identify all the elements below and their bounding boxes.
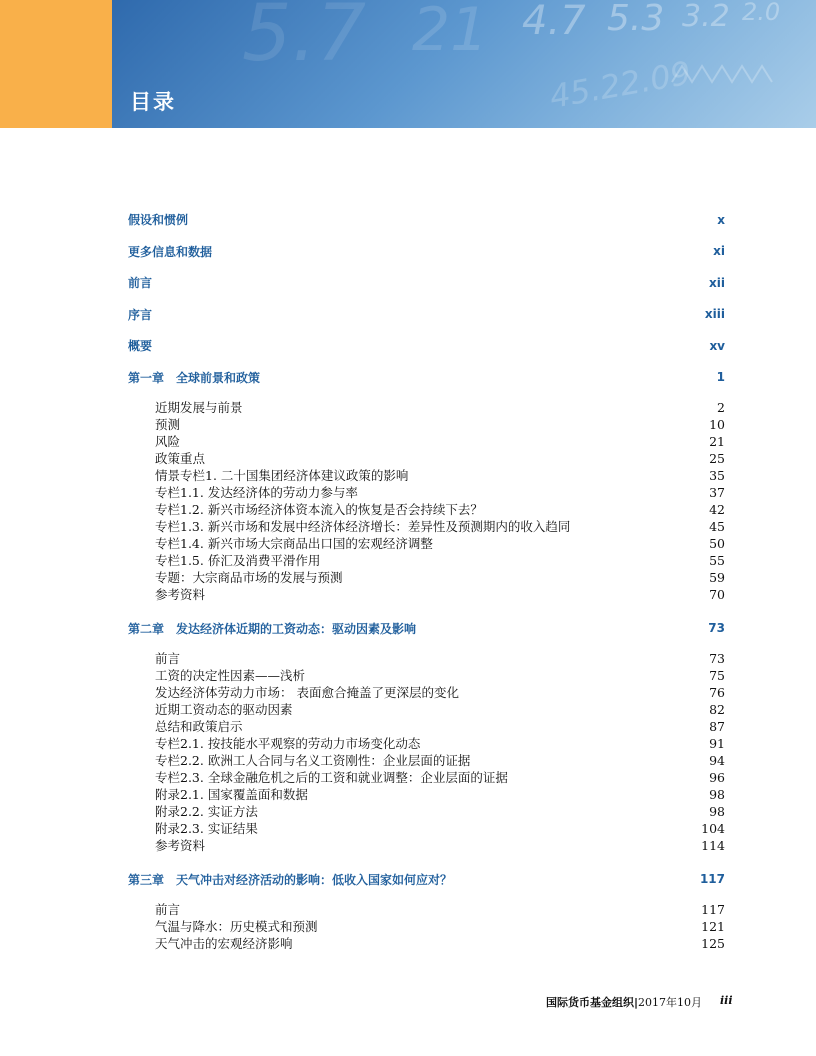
toc-section-entry[interactable]: [155, 467, 725, 484]
footer-separator: |: [633, 996, 638, 1009]
toc-entry-page: 59: [709, 569, 725, 585]
toc-entry-title: 假设和惯例: [128, 213, 189, 227]
toc-entry-page: 73: [709, 650, 725, 666]
toc-entry-title: 专栏2.1. 按技能水平观察的劳动力市场变化动态: [155, 736, 421, 751]
toc-chapter-entry[interactable]: [128, 369, 725, 386]
toc-entry-title: 气温与降水：历史模式和预测: [155, 919, 318, 934]
toc-entry-title: 预测: [155, 417, 181, 432]
toc-entry-title: 专栏1.4. 新兴市场大宗商品出口国的宏观经济调整: [155, 536, 433, 551]
toc-section-entry[interactable]: [155, 450, 725, 467]
toc-section-entry[interactable]: [155, 552, 725, 569]
banner-digits-graphic: [112, 0, 816, 128]
toc-section-entry[interactable]: [155, 501, 725, 518]
toc-entry-title: 政策重点: [155, 451, 206, 466]
toc-entry-page: x: [717, 212, 725, 227]
toc-entry-title: 更多信息和数据: [128, 244, 213, 259]
toc-entry-title: 专栏1.3. 新兴市场和发展中经济体经济增长：差异性及预测期内的收入趋同: [155, 519, 571, 534]
toc-entry-title: 前言: [155, 651, 181, 666]
toc-entry-page: 82: [709, 701, 725, 717]
toc-entry-page: 125: [701, 935, 725, 951]
toc-section-entry[interactable]: [155, 803, 725, 820]
toc-entry-page: 21: [709, 433, 725, 449]
toc-entry-page: 35: [709, 467, 725, 483]
toc-entry-page: 104: [701, 820, 725, 836]
toc-entry-title: 情景专栏1. 二十国集团经济体建议政策的影响: [155, 468, 409, 483]
toc-entry-title: 前言: [128, 276, 153, 290]
toc-entry-title: 参考资料: [155, 587, 206, 602]
page-footer: [0, 994, 816, 1010]
toc-section-entry[interactable]: [155, 735, 725, 752]
toc-section-entry[interactable]: [155, 701, 725, 718]
toc-entry-title: 序言: [128, 307, 153, 322]
toc-entry-page: 117: [701, 901, 725, 917]
toc-entry-page: 98: [709, 803, 725, 819]
toc-section-entry[interactable]: [155, 433, 725, 450]
toc-entry-title: 专栏1.5. 侨汇及消费平滑作用: [155, 553, 321, 568]
toc-chapter-entry[interactable]: [128, 274, 725, 291]
toc-entry-title: 总结和政策启示: [155, 719, 243, 734]
toc-entry-title: 发达经济体劳动力市场： 表面愈合掩盖了更深层的变化: [155, 685, 459, 700]
toc-section-entry[interactable]: [155, 684, 725, 701]
toc-entry-title: 第三章 天气冲击对经济活动的影响：低收入国家如何应对？: [128, 872, 453, 887]
toc-entry-page: 75: [709, 667, 725, 683]
toc-entry-title: 附录2.2. 实证方法: [155, 804, 258, 819]
toc-chapter-entry[interactable]: [128, 243, 725, 260]
toc-entry-title: 参考资料: [155, 838, 206, 853]
toc-section-entry[interactable]: [155, 399, 725, 416]
footer-organization: 国际货币基金组织: [545, 996, 634, 1009]
toc-entry-page: 96: [709, 769, 725, 785]
toc-entry-page: xi: [713, 244, 725, 258]
toc-section-entry[interactable]: [155, 918, 725, 935]
toc-entry-title: 工资的决定性因素——浅析: [155, 668, 306, 683]
banner-digit: 2.0: [742, 0, 781, 26]
toc-entry-page: 87: [709, 718, 725, 734]
orange-corner-block: [0, 0, 112, 128]
toc-chapter-entry[interactable]: [128, 620, 725, 637]
toc-entry-page: 121: [701, 918, 725, 934]
toc-section-entry[interactable]: [155, 820, 725, 837]
toc-entry-page: 2: [717, 399, 725, 415]
toc-entry-page: xiii: [704, 307, 725, 321]
toc-section-entry[interactable]: [155, 586, 725, 603]
toc-entry-page: xii: [709, 275, 725, 290]
toc-entry-title: 专栏1.1. 发达经济体的劳动力参与率: [155, 485, 358, 500]
toc-chapter-entry[interactable]: [128, 871, 725, 888]
toc-entry-page: 114: [701, 837, 725, 853]
toc-entry-title: 近期工资动态的驱动因素: [155, 702, 293, 717]
toc-entry-page: xv: [709, 338, 725, 353]
toc-entry-title: 第一章 全球前景和政策: [128, 370, 261, 385]
toc-entry-title: 第二章 发达经济体近期的工资动态：驱动因素及影响: [128, 621, 417, 636]
toc-section-entry[interactable]: [155, 718, 725, 735]
toc-section-entry[interactable]: [155, 416, 725, 433]
footer-page-number: iii: [720, 994, 733, 1007]
banner-digit: 3.2: [682, 0, 730, 34]
toc-entry-page: 10: [709, 416, 725, 432]
toc-entry-title: 附录2.3. 实证结果: [155, 821, 258, 836]
toc-entry-title: 专题：大宗商品市场的发展与预测: [155, 570, 343, 585]
toc-section-entry[interactable]: [155, 650, 725, 667]
toc-entry-title: 专栏2.3. 全球金融危机之后的工资和就业调整：企业层面的证据: [155, 770, 508, 785]
toc-entry-page: 94: [709, 752, 725, 768]
footer-date: 2017年10月: [638, 996, 702, 1009]
footer-publisher: [546, 994, 702, 1010]
toc-section-entry[interactable]: [155, 752, 725, 769]
toc-entry-page: 42: [709, 501, 725, 517]
toc-section-entry[interactable]: [155, 569, 725, 586]
toc-entry-title: 专栏1.2. 新兴市场经济体资本流入的恢复是否会持续下去？: [155, 502, 483, 517]
toc-entry-title: 近期发展与前景: [155, 400, 243, 415]
toc-entry-page: 98: [709, 786, 725, 802]
toc-section-entry[interactable]: [155, 901, 725, 918]
toc-entry-page: 70: [709, 586, 725, 602]
toc-entry-title: 附录2.1. 国家覆盖面和数据: [155, 787, 308, 802]
toc-section-entry[interactable]: [155, 518, 725, 535]
toc-entry-title: 前言: [155, 902, 181, 917]
toc-section-entry[interactable]: [155, 935, 725, 952]
toc-section-entry[interactable]: [155, 837, 725, 854]
banner-digit: 45.22.09: [546, 53, 694, 116]
toc-entry-page: 25: [709, 450, 725, 466]
header-banner: [112, 0, 816, 128]
toc-entry-page: 117: [699, 872, 725, 886]
toc-entry-page: 50: [709, 535, 725, 551]
toc-entry-title: 天气冲击的宏观经济影响: [155, 936, 293, 951]
toc-entry-page: 45: [709, 518, 725, 534]
toc-entry-page: 91: [709, 735, 725, 751]
toc-section-entry[interactable]: [155, 786, 725, 803]
toc-entry-page: 73: [708, 621, 725, 635]
toc-entry-title: 风险: [155, 434, 181, 449]
toc-chapter-entry[interactable]: [128, 211, 725, 228]
toc-entry-page: 76: [709, 684, 725, 700]
toc-entry-title: 专栏2.2. 欧洲工人合同与名义工资刚性：企业层面的证据: [155, 753, 471, 768]
toc-section-entry[interactable]: [155, 484, 725, 501]
toc-chapter-entry[interactable]: [128, 337, 725, 354]
banner-digit: 4.7: [522, 0, 586, 44]
toc-section-entry[interactable]: [155, 535, 725, 552]
banner-digit: 5.7: [242, 0, 367, 79]
toc-entry-page: 55: [709, 552, 725, 568]
toc-section-entry[interactable]: [155, 769, 725, 786]
banner-digit: 21: [412, 0, 489, 65]
toc-entry-page: 1: [716, 370, 725, 384]
page-title: 目录: [130, 90, 176, 114]
toc-entry-page: 37: [709, 484, 725, 500]
banner-digit: 5.3: [607, 0, 665, 39]
toc-section-entry[interactable]: [155, 667, 725, 684]
toc-chapter-entry[interactable]: [128, 306, 725, 323]
toc-entry-title: 概要: [128, 339, 153, 353]
